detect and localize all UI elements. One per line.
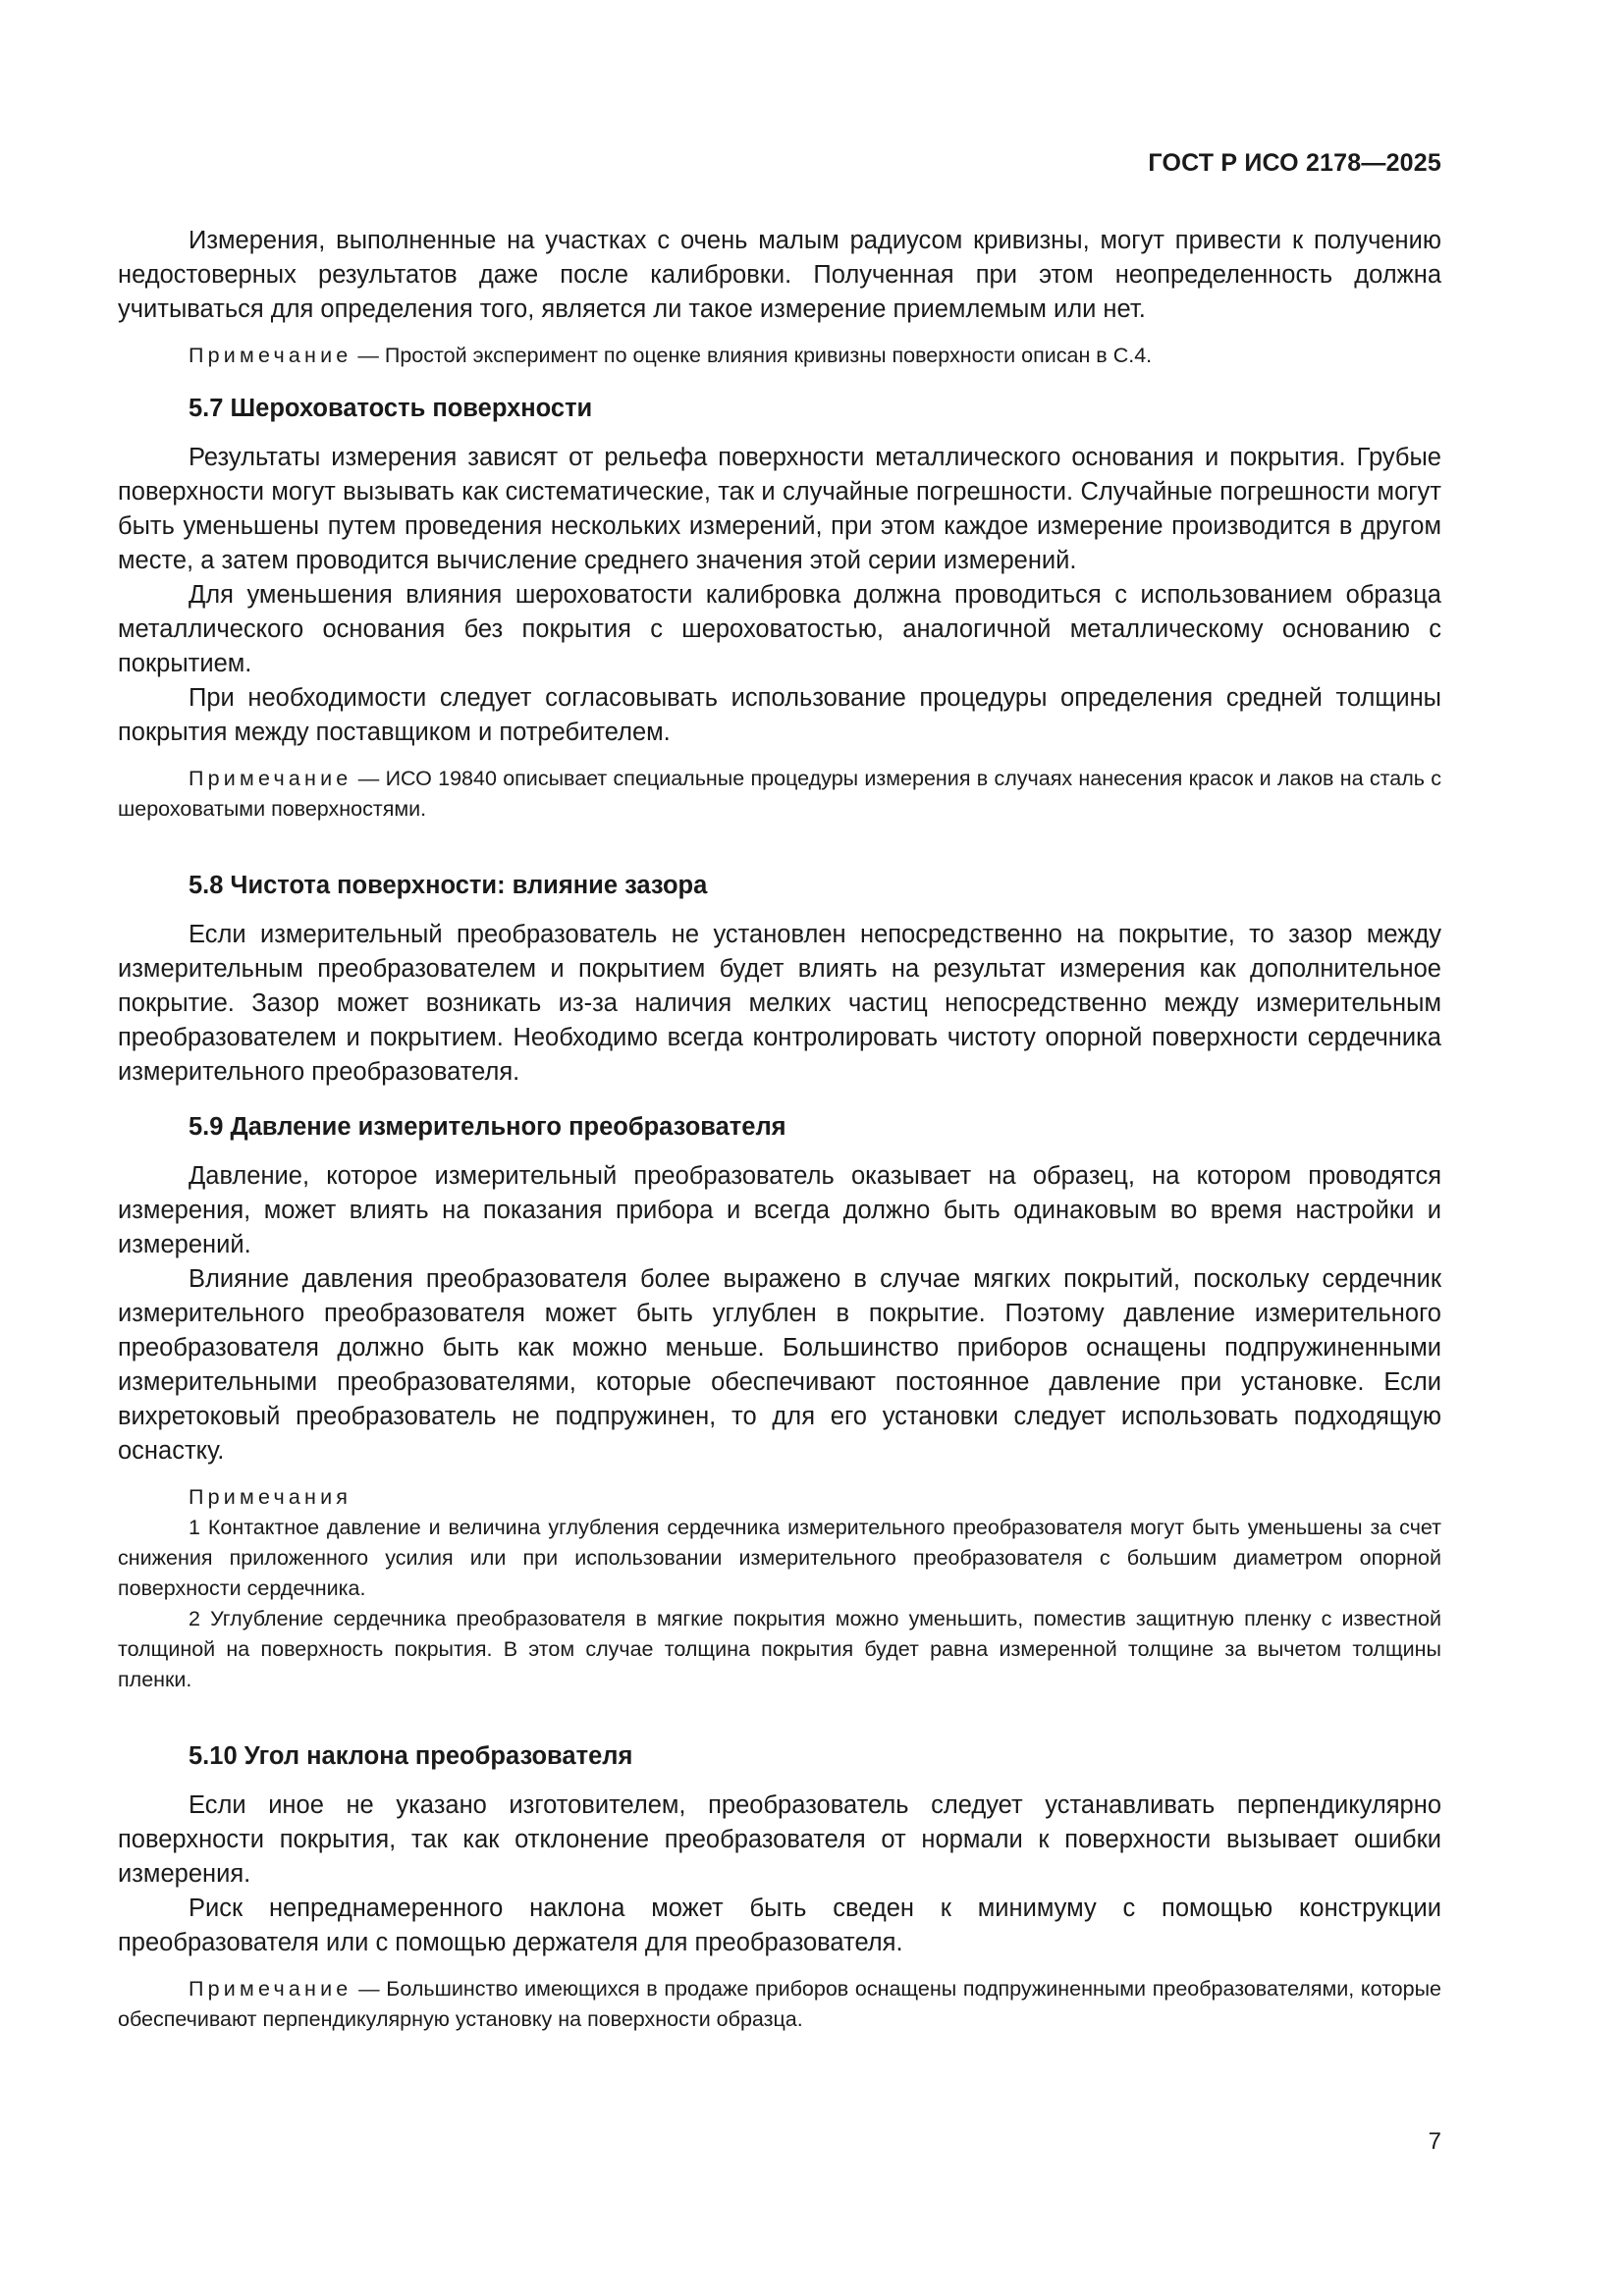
note-label: Примечание — [189, 344, 352, 367]
section-5-9-paragraph-2: Влияние давления преобразователя более выражено в случае мягких покрытий, поскольку сердечник измерительного преобразователя может быть углублен в покрытие. Поэтому давление измерительного преобразователя должно быть как можно меньше. Большинство приборов оснащены подпружиненными измерительными преобразователями, которые обеспечивают постоянное давление при установке. Если вихретоковый преобразователь не подпружинен, то для его установки следует использовать подходящую оснастку. — [118, 1265, 1441, 1465]
section-5-10-paragraph-2: Риск непреднамеренного наклона может быть сведен к минимуму с помощью конструкции преобразователя или с помощью держателя для преобразователя. — [118, 1895, 1441, 1956]
section-5-10-heading: 5.10 Угол наклона преобразователя — [189, 1742, 633, 1770]
section-5-8-paragraph-1: Если измерительный преобразователь не установлен непосредственно на покрытие, то зазор между измерительным преобразователем и покрытием будет влиять на результат измерения как дополнительное покрытие. Зазор может возникать из-за наличия мелких частиц непосредственно между измерительным преобразователем и покрытием. Необходимо всегда контролировать чистоту опорной поверхности сердечника измерительного преобразователя. — [118, 921, 1441, 1086]
notes-title: Примечания — [189, 1485, 352, 1509]
section-5-9-note-1: 1 Контактное давление и величина углубления сердечника измерительного преобразователя могут быть уменьшены за счет снижения приложенного усилия или при использовании измерительного преобразователя с большим диаметром опорной поверхности сердечника. — [118, 1516, 1441, 1600]
section-5-7-heading: 5.7 Шероховатость поверхности — [189, 395, 593, 422]
note-label: Примечание — [189, 767, 352, 790]
section-5-10-paragraph-1: Если иное не указано изготовителем, преобразователь следует устанавливать перпендикулярно поверхности покрытия, так как отклонение преобразователя от нормали к поверхности вызывает ошибки измерения. — [118, 1791, 1441, 1888]
intro-paragraph: Измерения, выполненные на участках с очень малым радиусом кривизны, могут привести к получению недостоверных результатов даже после калибровки. Полученная при этом неопределенность должна учитываться для определения того, является ли такое измерение приемлемым или нет. — [118, 227, 1441, 323]
section-5-9-notes — [118, 1482, 1441, 1695]
section-5-9-heading: 5.9 Давление измерительного преобразователя — [189, 1113, 786, 1141]
section-5-8-heading: 5.8 Чистота поверхности: влияние зазора — [189, 872, 708, 899]
intro-note — [118, 341, 1441, 371]
document-body — [118, 224, 1441, 2035]
note-label: Примечание — [189, 1977, 352, 2001]
section-5-7-paragraph-1: Результаты измерения зависят от рельефа поверхности металлического основания и покрытия. Грубые поверхности могут вызывать как систематические, так и случайные погрешности. Случайные погрешности могут быть уменьшены путем проведения нескольких измерений, при этом каждое измерение производится в другом месте, а затем проводится вычисление среднего значения этой серии измерений. — [118, 444, 1441, 574]
section-5-7-paragraph-2: Для уменьшения влияния шероховатости калибровка должна проводиться с использованием образца металлического основания без покрытия с шероховатостью, аналогичной металлическому основанию с покрытием. — [118, 581, 1441, 677]
note-text: — Большинство имеющихся в продаже приборов оснащены подпружиненными преобразователями, которые обеспечивают перпендикулярную установку на поверхности образца. — [118, 1977, 1441, 2031]
page-number: 7 — [1428, 2128, 1441, 2155]
section-5-7-paragraph-3: При необходимости следует согласовывать использование процедуры определения средней толщины покрытия между поставщиком и потребителем. — [118, 684, 1441, 746]
section-5-7-note — [118, 764, 1441, 825]
section-5-10-note — [118, 1974, 1441, 2035]
document-header: ГОСТ Р ИСО 2178—2025 — [1148, 149, 1441, 177]
section-5-9-note-2: 2 Углубление сердечника преобразователя в мягкие покрытия можно уменьшить, поместив защитную пленку с известной толщиной на поверхность покрытия. В этом случае толщина покрытия будет равна измеренной толщине за вычетом толщины пленки. — [118, 1607, 1441, 1691]
section-5-9-paragraph-1: Давление, которое измерительный преобразователь оказывает на образец, на котором проводятся измерения, может влиять на показания прибора и всегда должно быть одинаковым во время настройки и измерений. — [118, 1162, 1441, 1258]
note-text: — Простой эксперимент по оценке влияния кривизны поверхности описан в С.4. — [352, 344, 1153, 367]
note-text: — ИСО 19840 описывает специальные процедуры измерения в случаях нанесения красок и лаков на сталь с шероховатыми поверхностями. — [118, 767, 1441, 821]
